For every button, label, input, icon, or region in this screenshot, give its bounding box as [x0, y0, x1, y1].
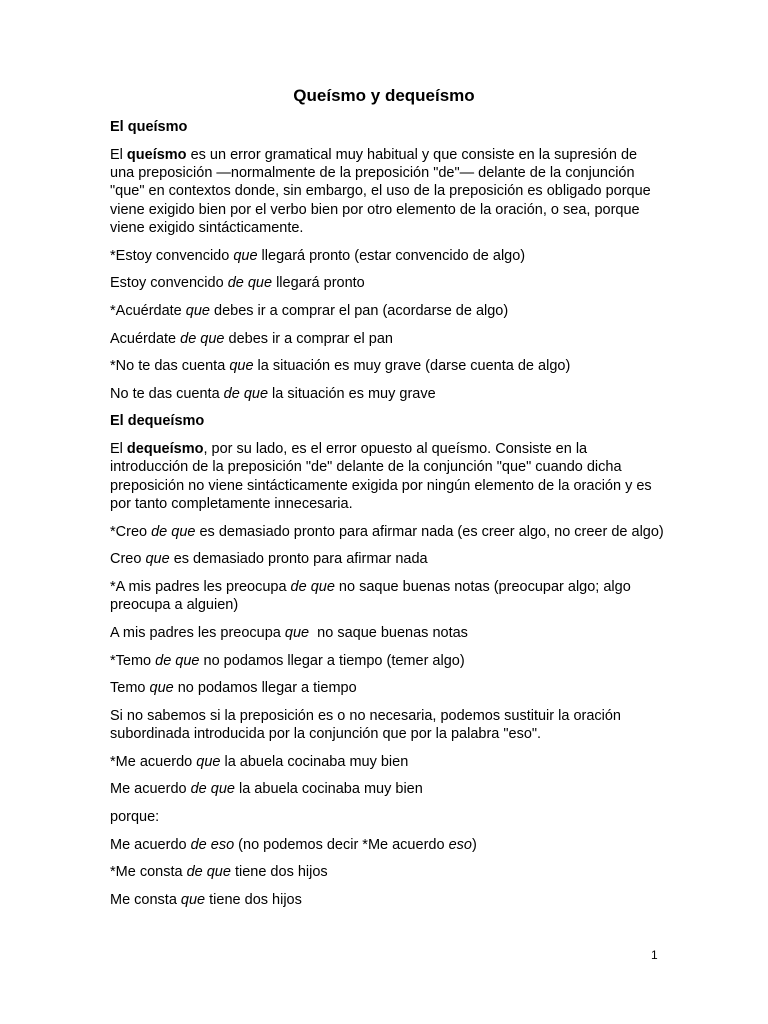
example-line: *Temo de que no podamos llegar a tiempo (temer algo): [110, 652, 465, 669]
example-line: Me acuerdo de eso (no podemos decir *Me acuerdo eso): [110, 836, 477, 853]
example-line: Estoy convencido de que llegará pronto: [110, 275, 365, 292]
example-line: A mis padres les preocupa que no saque buenas notas: [110, 624, 468, 641]
example-line: *Estoy convencido que llegará pronto (estar convencido de algo): [110, 247, 526, 264]
example-line: *A mis padres les preocupa de que no saque buenas notas (preocupar algo; algo preocupa a alguien): [110, 578, 631, 614]
section-heading-queismo: El queísmo: [110, 119, 188, 135]
example-line: *Acuérdate que debes ir a comprar el pan (acordarse de algo): [110, 303, 509, 319]
section-heading-dequeismo: El dequeísmo: [110, 413, 205, 430]
paragraph-queismo-definition: El queísmo es un error gramatical muy habitual y que consiste en la supresión de una preposición —normalmente de la preposición "de"— delante de la conjunción "que" en contextos donde, sin embargo, el uso de la preposición es obligado porque viene exigido bien por el verbo bien por otro elemento de la oración, o sea, porque viene exigido sintácticamente.: [110, 146, 651, 237]
example-line: Me acuerdo de que la abuela cocinaba muy bien: [110, 781, 423, 798]
example-line: *Me consta de que tiene dos hijos: [110, 864, 328, 881]
example-line: Me consta que tiene dos hijos: [110, 891, 302, 908]
porque-line: porque:: [110, 808, 160, 825]
example-line: Creo que es demasiado pronto para afirmar nada: [110, 551, 428, 568]
page-title: Queísmo y dequeísmo: [293, 86, 475, 105]
paragraph-dequeismo-definition: El dequeísmo, por su lado, es el error opuesto al queísmo. Consiste en la introducción de la preposición "de" delante de la conjunción "que" cuando dicha preposición no viene sintácticamente exigida por ningún elemento de la oración y es por tanto completamente innecesaria.: [110, 440, 652, 513]
paragraph-substitution-rule: Si no sabemos si la preposición es o no necesaria, podemos sustituir la oración subordinada introducida por la conjunción que por la palabra "eso".: [110, 707, 621, 743]
document-body: [110, 118, 665, 918]
page-number: 1: [651, 948, 658, 962]
example-line: Temo que no podamos llegar a tiempo: [110, 680, 357, 697]
example-line: *Creo de que es demasiado pronto para afirmar nada (es creer algo, no creer de algo): [110, 523, 664, 540]
example-line: *No te das cuenta que la situación es muy grave (darse cuenta de algo): [110, 358, 571, 375]
example-line: Acuérdate de que debes ir a comprar el pan: [110, 330, 393, 347]
example-line: *Me acuerdo que la abuela cocinaba muy bien: [110, 753, 409, 770]
example-line: No te das cuenta de que la situación es muy grave: [110, 385, 436, 402]
